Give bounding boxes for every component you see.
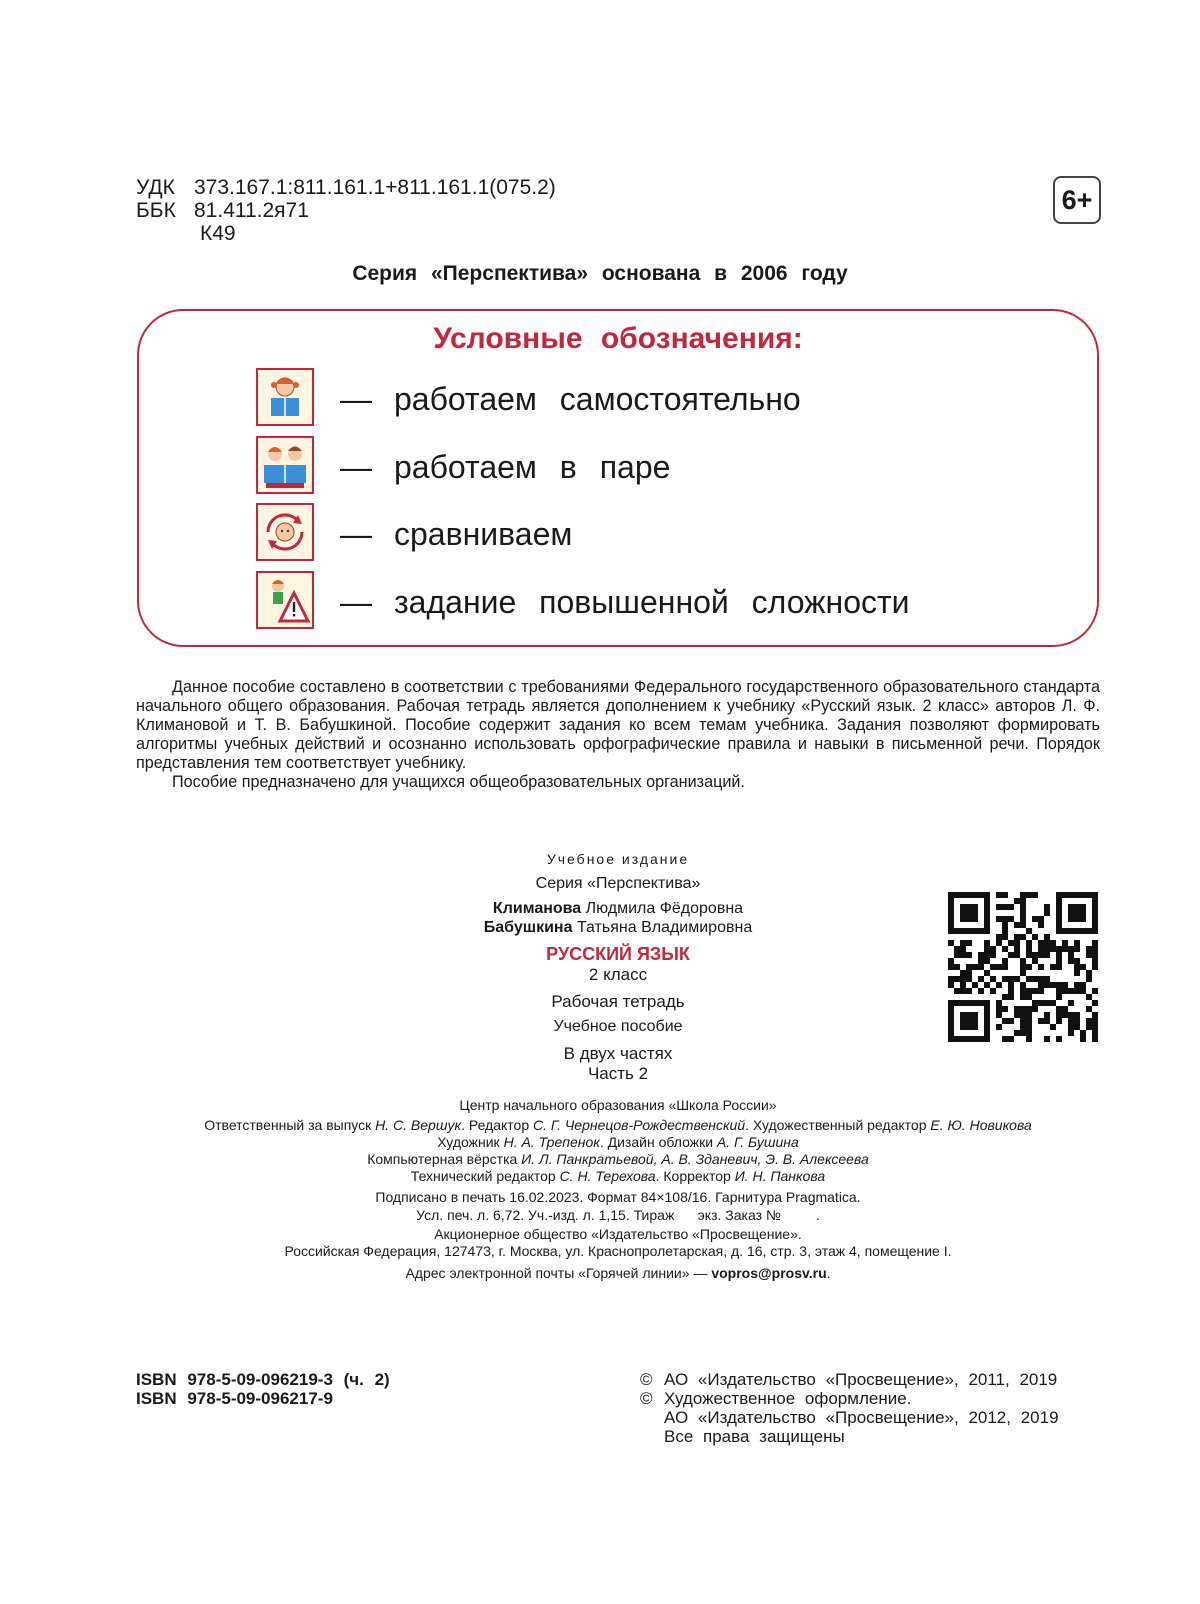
age-rating-badge: 6+ bbox=[1053, 176, 1101, 224]
legend-text: работаем в паре bbox=[394, 449, 671, 485]
artist-name: Н. А. Трепенок bbox=[503, 1134, 600, 1150]
cover-label: . Дизайн обложки bbox=[599, 1134, 714, 1150]
author-1-last: Климанова bbox=[492, 900, 582, 917]
credits-line-4 bbox=[0, 1168, 1200, 1184]
bbk-value: 81.411.2я71 bbox=[194, 199, 309, 222]
address: Российская Федерация, 127473, г. Москва, ул. Краснопролетарская, д. 16, стр. 3, этаж 4, помещение I. bbox=[284, 1243, 952, 1259]
email-end: . bbox=[826, 1265, 831, 1281]
book-title: РУССКИЙ ЯЗЫК bbox=[546, 944, 690, 964]
email-line bbox=[0, 1265, 1200, 1281]
warning-triangle-icon bbox=[256, 571, 314, 629]
annotation-paragraph: Пособие предназначено для учащихся общеобразовательных организаций. bbox=[172, 773, 745, 791]
editor-label: . Редактор bbox=[461, 1117, 530, 1133]
author-2-first: Татьяна Владимировна bbox=[576, 919, 753, 936]
education-center: Центр начального образования «Школа России» bbox=[459, 1097, 777, 1113]
author-mark: К49 bbox=[200, 222, 236, 245]
layout-names: И. Л. Панкратьевой, А. В. Зданевич, Э. В. Алексеева bbox=[521, 1151, 869, 1167]
book-kind: Учебное пособие bbox=[553, 1018, 683, 1035]
legend-dash: — bbox=[340, 516, 372, 552]
email-label: Адрес электронной почты «Горячей линии» — bbox=[405, 1265, 708, 1281]
isbn-line: ISBN 978-5-09-096219-3 (ч. 2) bbox=[136, 1370, 390, 1389]
part-number: Часть 2 bbox=[587, 1064, 649, 1083]
resp-label: Ответственный за выпуск bbox=[204, 1117, 372, 1133]
publisher: Акционерное общество «Издательство «Просвещение». bbox=[434, 1226, 802, 1242]
proof-label: . Корректор bbox=[655, 1168, 731, 1184]
child-reading-icon bbox=[256, 368, 314, 426]
editor-name: С. Г. Чернецов-Рождественский bbox=[533, 1117, 746, 1133]
catalog-codes bbox=[136, 176, 556, 245]
bbk-row bbox=[136, 199, 556, 222]
credits-line-3 bbox=[0, 1151, 1200, 1167]
layout-label: Компьютерная вёрстка bbox=[367, 1151, 518, 1167]
udk-label: УДК bbox=[136, 176, 175, 199]
author-2-last: Бабушкина bbox=[483, 919, 573, 936]
imprint-series: Серия «Перспектива» bbox=[535, 875, 701, 892]
isbn-line: ISBN 978-5-09-096217-9 bbox=[136, 1389, 333, 1408]
parts-count: В двух частях bbox=[563, 1044, 673, 1063]
udk-row bbox=[136, 176, 556, 199]
compare-arrows-icon bbox=[256, 503, 314, 561]
qr-code bbox=[948, 892, 1098, 1042]
print-line-1: Подписано в печать 16.02.2023. Формат 84×108/16. Гарнитура Pragmatica. bbox=[375, 1189, 861, 1205]
credits-line-1 bbox=[0, 1117, 1200, 1133]
email-address: vopros@prosv.ru bbox=[711, 1265, 827, 1281]
legend-dash: — bbox=[340, 381, 372, 417]
print-line-2: Усл. печ. л. 6,72. Уч.-изд. л. 1,15. Тираж экз. Заказ № . bbox=[416, 1207, 820, 1223]
tech-label: Технический редактор bbox=[410, 1168, 556, 1184]
series-founded: Серия «Перспектива» основана в 2006 году bbox=[352, 262, 848, 285]
bbk-label: ББК bbox=[136, 199, 176, 222]
copyright-line: АО «Издательство «Просвещение», 2011, 2019 bbox=[664, 1370, 1058, 1389]
udk-value: 373.167.1:811.161.1+811.161.1(075.2) bbox=[194, 176, 556, 199]
legend-text: сравниваем bbox=[394, 516, 573, 552]
copyright-block bbox=[640, 1370, 1100, 1446]
copyright-sign: © bbox=[640, 1370, 653, 1389]
legend-dash: — bbox=[340, 449, 372, 485]
legend-title: Условные обозначения: bbox=[433, 322, 803, 355]
author-1-first: Людмила Фёдоровна bbox=[585, 900, 744, 917]
credits-line-2 bbox=[0, 1134, 1200, 1150]
tech-name: С. Н. Терехова bbox=[559, 1168, 656, 1184]
pair-reading-icon bbox=[256, 436, 314, 494]
copyright-line: Художественное оформление. bbox=[664, 1389, 912, 1408]
copyright-line: Все права защищены bbox=[664, 1427, 845, 1446]
copyright-line: АО «Издательство «Просвещение», 2012, 2019 bbox=[664, 1408, 1059, 1427]
edition-type: Учебное издание bbox=[546, 851, 690, 867]
grade: 2 класс bbox=[588, 965, 648, 984]
cover-name: А. Г. Бушина bbox=[716, 1134, 799, 1150]
legend-text: работаем самостоятельно bbox=[394, 381, 801, 417]
resp-name: Н. С. Вершук bbox=[375, 1117, 462, 1133]
legend-text: задание повышенной сложности bbox=[394, 584, 910, 620]
book-type: Рабочая тетрадь bbox=[551, 992, 685, 1011]
art-editor-name: Е. Ю. Новикова bbox=[930, 1117, 1032, 1133]
copyright-sign: © bbox=[640, 1389, 653, 1408]
annotation-paragraph: Данное пособие составлено в соответствии с требованиями Федерального государственного образовательного стандарта начального общего образования. Рабочая тетрадь является дополнением к учебнику «Русский язык. 2 класс» авторов Л. Ф. Климановой и Т. В. Бабушкиной. Пособие содержит задания ко всем темам учебника. Задания позволяют формировать алгоритмы учебных действий и осознанно использовать орфографические правила и навыки в письменной речи. Порядок представления тем соответствует учебнику. bbox=[136, 678, 1100, 772]
legend-dash: — bbox=[340, 584, 372, 620]
proof-name: И. Н. Панкова bbox=[734, 1168, 826, 1184]
artist-label: Художник bbox=[437, 1134, 500, 1150]
art-editor-label: . Художественный редактор bbox=[745, 1117, 927, 1133]
isbn-block bbox=[136, 1370, 390, 1408]
annotation bbox=[136, 678, 1100, 792]
